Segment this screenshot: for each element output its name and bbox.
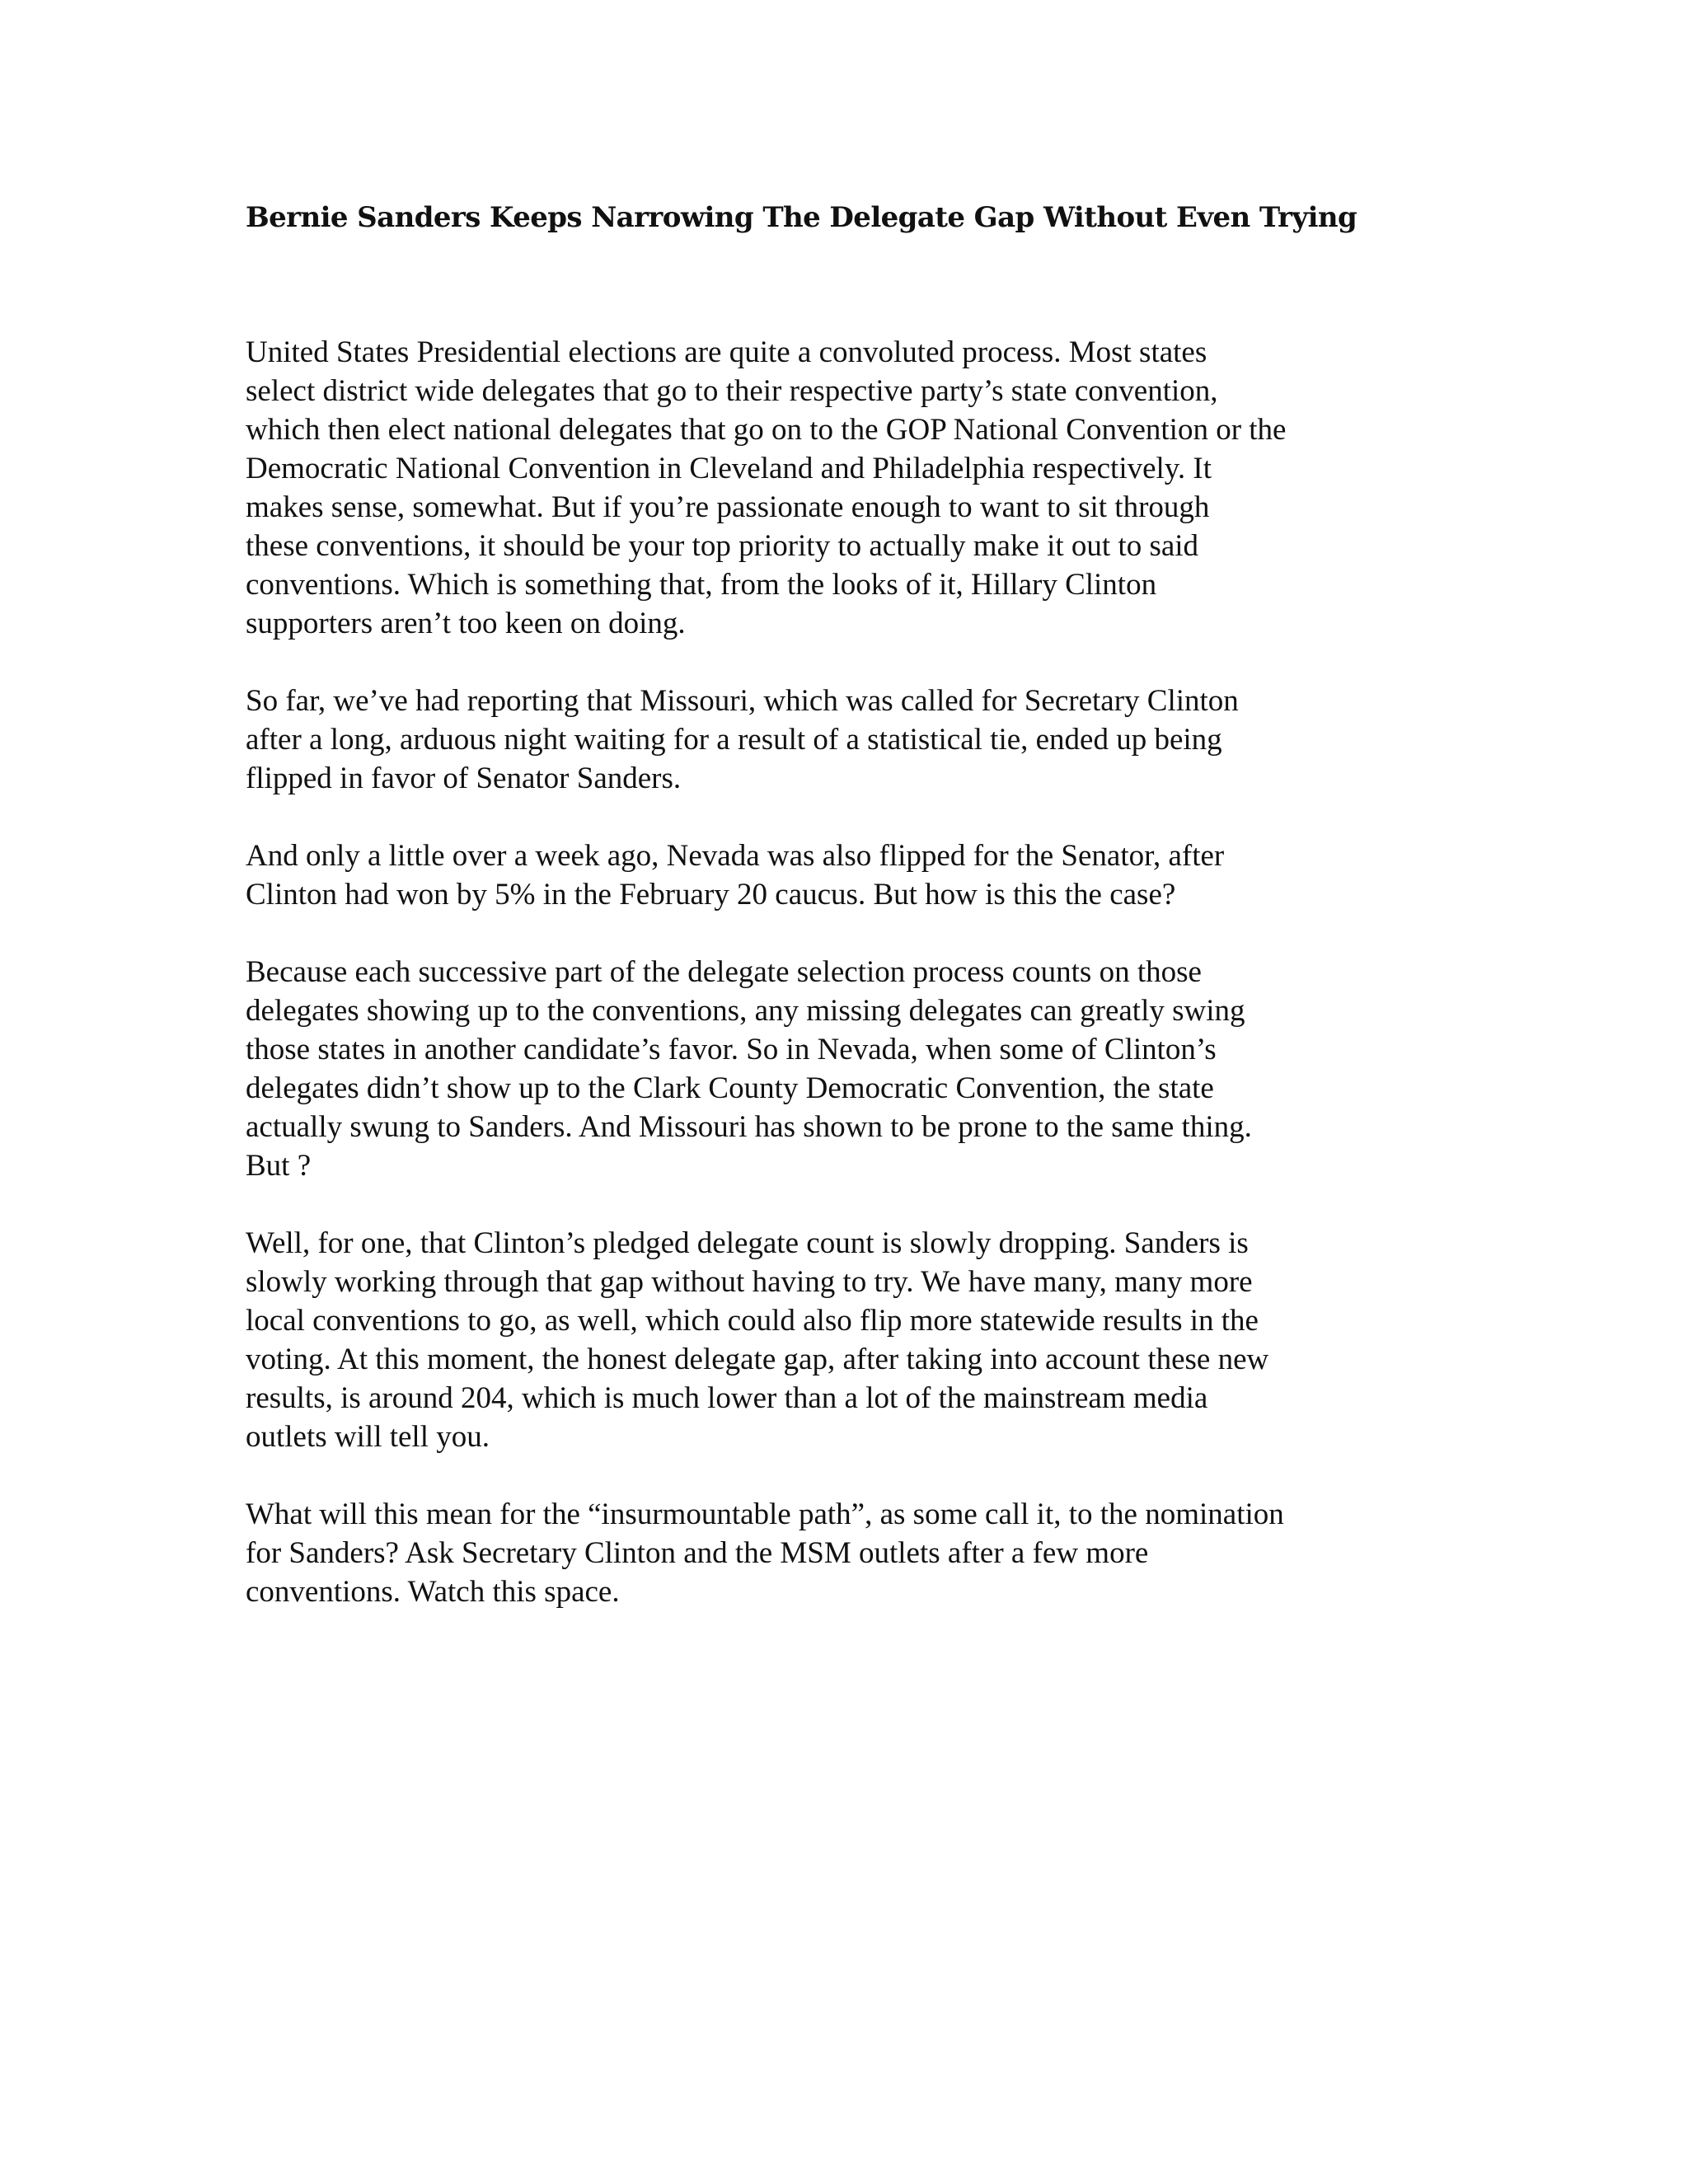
- paragraph-line: So far, we’ve had reporting that Missouri, which was called for Secretary Clinton: [246, 684, 1239, 718]
- paragraph-line: delegates showing up to the conventions, any missing delegates can greatly swing: [246, 994, 1245, 1028]
- paragraph-line: Well, for one, that Clinton’s pledged delegate count is slowly dropping. Sanders is: [246, 1226, 1249, 1260]
- paragraph-line: delegates didn’t show up to the Clark County Democratic Convention, the state: [246, 1071, 1214, 1105]
- paragraph-line: for Sanders? Ask Secretary Clinton and the MSM outlets after a few more: [246, 1536, 1149, 1570]
- paragraph-line: Because each successive part of the delegate selection process counts on those: [246, 955, 1202, 989]
- paragraph-line: flipped in favor of Senator Sanders.: [246, 762, 682, 795]
- paragraph-line: select district wide delegates that go to their respective party’s state convention,: [246, 374, 1218, 408]
- paragraph-line: slowly working through that gap without having to try. We have many, many more: [246, 1265, 1253, 1299]
- paragraph-line: United States Presidential elections are quite a convoluted process. Most states: [246, 335, 1207, 369]
- paragraph-line: And only a little over a week ago, Nevada was also flipped for the Senator, after: [246, 839, 1225, 873]
- paragraph-3: [246, 837, 1449, 914]
- paragraph-line: which then elect national delegates that go on to the GOP National Convention or the: [246, 413, 1287, 447]
- paragraph-line: But ?: [246, 1149, 312, 1183]
- paragraph-line: conventions. Which is something that, from the looks of it, Hillary Clinton: [246, 568, 1157, 602]
- paragraph-4: [246, 953, 1449, 1185]
- paragraph-line: Democratic National Convention in Cleveland and Philadelphia respectively. It: [246, 452, 1212, 485]
- paragraph-line: results, is around 204, which is much lower than a lot of the mainstream media: [246, 1381, 1208, 1415]
- paragraph-line: What will this mean for the “insurmountable path”, as some call it, to the nomination: [246, 1497, 1284, 1531]
- paragraph-6: [246, 1495, 1449, 1611]
- article-body: [246, 194, 1449, 1611]
- paragraph-line: those states in another candidate’s favor. So in Nevada, when some of Clinton’s: [246, 1033, 1217, 1066]
- paragraph-line: conventions. Watch this space.: [246, 1575, 620, 1609]
- paragraph-line: actually swung to Sanders. And Missouri has shown to be prone to the same thing.: [246, 1110, 1252, 1144]
- paragraph-5: [246, 1224, 1449, 1456]
- paragraph-1: [246, 333, 1449, 643]
- paragraph-line: voting. At this moment, the honest delegate gap, after taking into account these new: [246, 1343, 1269, 1376]
- paragraph-2: [246, 682, 1449, 798]
- paragraph-line: makes sense, somewhat. But if you’re passionate enough to want to sit through: [246, 490, 1210, 524]
- paragraph-line: Clinton had won by 5% in the February 20 caucus. But how is this the case?: [246, 878, 1176, 912]
- article-title: Bernie Sanders Keeps Narrowing The Delegate Gap Without Even Trying: [246, 201, 1357, 234]
- paragraph-line: supporters aren’t too keen on doing.: [246, 607, 686, 640]
- paragraph-line: outlets will tell you.: [246, 1420, 490, 1454]
- paragraph-line: local conventions to go, as well, which could also flip more statewide results in the: [246, 1304, 1259, 1338]
- paragraph-line: these conventions, it should be your top priority to actually make it out to said: [246, 529, 1199, 563]
- paragraph-line: after a long, arduous night waiting for a result of a statistical tie, ended up being: [246, 723, 1222, 757]
